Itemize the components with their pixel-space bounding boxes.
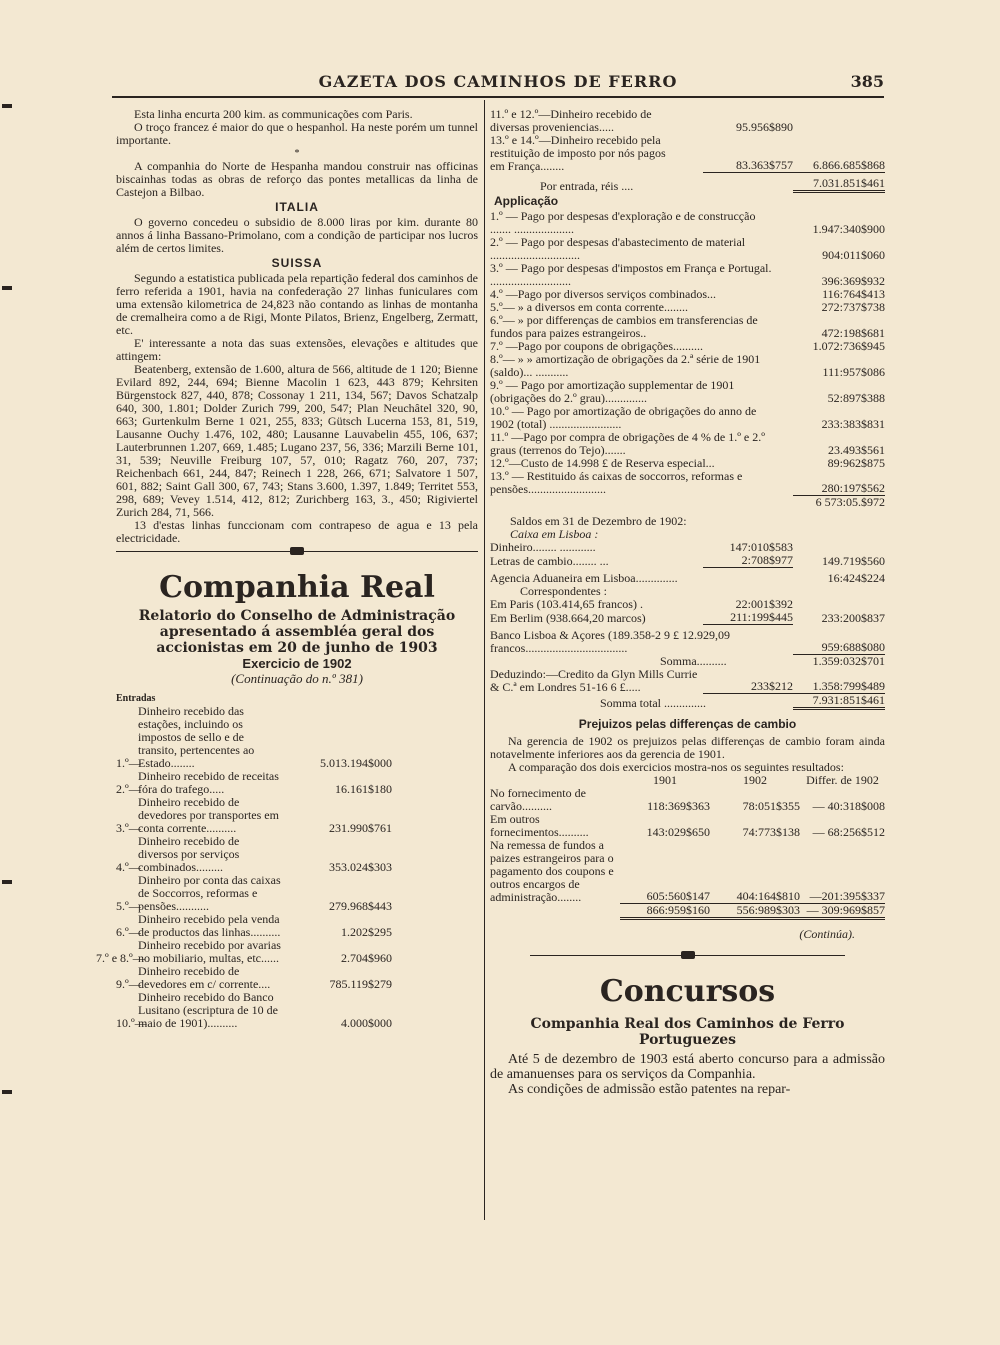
applicacao-label: 8.º— » » amortização de obrigações da 2.ª série de 1901 (saldo)... ........... (490, 352, 761, 379)
entrada-text: Dinheiro recebido pela venda de productos das linhas.......... (138, 912, 281, 939)
paragraph: O troço francez é maior do que o hespanhol. Ha neste porém um tunnel importante. (116, 120, 478, 147)
column-divider (484, 100, 485, 1220)
applicacao-row (490, 353, 885, 379)
table-cell: — 40:318$008 (812, 799, 885, 813)
applicacao-value: 280:197$562 (793, 482, 885, 496)
entrada-number: 5.º— (116, 899, 141, 913)
receipt-value: 95.956$890 (736, 120, 793, 134)
applicacao-label: 12.º—Custo de 14.998 £ de Reserva especial... (490, 456, 715, 470)
table-header: 1902 (743, 773, 767, 787)
paragraph: Até 5 de dezembro de 1903 está aberto concurso para a admissão de amanuenses para os serviços da Companhia. (490, 1052, 885, 1082)
applicacao-label: 4.º —Pago por diversos serviços combinados... (490, 287, 717, 301)
applicacao-row (490, 314, 885, 340)
paragraph: Esta linha encurta 200 kim. as communicações com Paris. (134, 107, 413, 121)
entrada-text: Dinheiro recebido do Banco Lusitano (escriptura de 10 de maio de 1901).......... (138, 990, 278, 1030)
table-cell: — 68:256$512 (812, 825, 885, 839)
entrada-row (116, 913, 478, 939)
entrada-row (116, 874, 478, 913)
page-number: 385 (850, 72, 884, 91)
receipt-row (490, 134, 885, 173)
paragraph: Segundo a estatistica publicada pela repartição federal dos caminhos de ferro referida a 1901, havia na confederação 27 linhas funiculares com uma extensão kilometrica de 24,823 não contando as linhas de montanha de cremalheira como a de Rigi, Monte Pilatos, Brienz, Engelberg, Zermatt, etc. (116, 271, 478, 337)
right-column (490, 108, 885, 1097)
paragraph: E' interessante a nota das suas extensões, elevações e altitudes que attingem: (116, 336, 478, 363)
entrada-value: 4.000$000 (341, 1016, 392, 1030)
entrada-value: 279.968$443 (329, 899, 392, 913)
saldos-heading: Saldos em 31 de Dezembro de 1902: (510, 514, 687, 528)
section-asterisk: * (294, 148, 300, 159)
paragraph: A companhia do Norte de Hespanha mandou construir nas officinas biscainhas todas as obras de reforço das pontes metallicas da linha de Castejon a Bilbao. (116, 159, 478, 199)
entrada-text: Dinheiro recebido de receitas fóra do trafego..... (138, 769, 279, 796)
ornamental-divider (116, 551, 478, 564)
saldo-row: Em Berlim (938.664,20 marcos) 211:199$445 233:200$837 (490, 610, 885, 625)
applicacao-value: 23.493$561 (828, 443, 885, 457)
page-header (112, 68, 884, 98)
applicacao-row (490, 262, 885, 288)
table-cell: 605:560$147 (620, 890, 710, 904)
paragraph: As condições de admissão estão patentes na repar- (508, 1082, 791, 1097)
concursos-subtitle: Companhia Real dos Caminhos de Ferro Portuguezes (530, 1016, 845, 1048)
applicacao-label: 7.º —Pago por coupons de obrigações.......... (490, 339, 704, 353)
applicacao-label: 1.º — Pago por despesas d'exploração e de construcção ....... .................... (490, 209, 756, 236)
entrada-number: 7.º e 8.º— (96, 951, 145, 965)
table-cell: 78:051$355 (742, 799, 800, 813)
paragraph: O governo concedeu o subsidio de 8.000 liras por kim. durante 80 annos á linha Bassano-Primolano, com a condição de participar nos lucros além de certos limites. (116, 215, 478, 255)
entradas-list (96, 704, 478, 1030)
table-row-label: Na remessa de fundos a paizes estrangeiros para o pagamento dos coupons e outros encargos de administração........ (490, 838, 614, 904)
saldo-row: Banco Lisboa & Açores (189.358-2 9 £ 12.929,09 francos.................................. 959:688$080 (490, 628, 885, 655)
receipt-subtotal: 6.866.685$868 (793, 159, 885, 173)
applicacao-value: 272:737$738 (821, 300, 885, 314)
entrada-value: 353.024$303 (329, 860, 392, 874)
entrada-text: Dinheiro recebido de devedores em c/ corrente.... (138, 964, 271, 991)
table-row-label: Em outros fornecimentos.......... (490, 812, 589, 839)
ornamental-divider (530, 955, 845, 968)
entrada-text: Dinheiro recebido de devedores por transportes em conta corrente.......... (138, 795, 279, 835)
table-cell: —201:395$337 (800, 890, 885, 904)
total-entrada-row: Por entrada, réis .... 7.031.851$461 (540, 176, 885, 193)
applicacao-row (490, 379, 885, 405)
prejuizos-heading: Prejuizos pelas differenças de cambio (578, 717, 797, 731)
saldo-row: Em Paris (103.414,65 francos) . 22:001$392 (490, 597, 793, 611)
caixa-label: Caixa em Lisboa : (510, 527, 599, 541)
deduzindo-row: Deduzindo:—Credito da Glyn Mills Currie & C.ª em Londres 51-16 6 £..... 233$212 1.358:799$489 (490, 667, 885, 694)
paragraph: 13 d'estas linhas funccionam com contrapeso de agua e 13 pela electricidade. (116, 518, 478, 545)
entrada-number: 9.º— (116, 977, 141, 991)
table-header: Differ. de 1902 (806, 773, 879, 787)
correspondentes-label: Correspondentes : (520, 584, 607, 598)
section-heading-suissa: SUISSA (271, 256, 323, 270)
left-column (96, 107, 478, 1030)
applicacao-total: 6 573:05.$972 (815, 495, 885, 509)
entrada-row (116, 796, 478, 835)
saldo-row: Dinheiro........ ............ 147:010$583 (490, 540, 793, 554)
entrada-value: 5.013.194$000 (320, 756, 392, 770)
entrada-row (116, 991, 478, 1030)
applicacao-row (490, 236, 885, 262)
applicacao-list (490, 210, 885, 496)
total-entrada-value: 7.031.851$461 (793, 177, 885, 193)
entrada-value: 231.990$761 (329, 821, 392, 835)
entrada-value: 785.119$279 (329, 977, 392, 991)
applicacao-row (490, 210, 885, 236)
table-cell: 74:773$138 (742, 825, 800, 839)
table-cell: 404:164$810 (710, 890, 800, 904)
entrada-value: 16.161$180 (335, 782, 392, 796)
entrada-row (116, 835, 478, 874)
entrada-number: 2.º— (116, 782, 141, 796)
receipt-row (490, 108, 885, 134)
applicacao-label: 10.º — Pago por amortização de obrigações do anno de 1902 (total) ........................ (490, 404, 757, 431)
receipt-label: 11.º e 12.º—Dinheiro recebido de diversas proveniencias..... (490, 107, 652, 134)
saldo-row: Letras de cambio........ ... 2:708$977 149.719$560 (490, 553, 885, 568)
applicacao-value: 89:962$875 (827, 456, 885, 470)
paragraph: A comparação dos dois exercicios mostra-nos os seguintes resultados: (508, 760, 844, 774)
applicacao-label: 13.º — Restituido ás caixas de soccorros, reformas e pensões.......................... (490, 469, 743, 496)
entrada-text: Dinheiro por conta das caixas de Soccorros, reformas e pensões........... (138, 873, 281, 913)
applicacao-value: 1.072:736$945 (812, 339, 885, 353)
continua-note: (Continúa). (799, 927, 855, 941)
receipts-continued (490, 108, 885, 173)
somma-row: Somma.......... 1.359:032$701 (660, 654, 885, 668)
applicacao-value: 472:198$681 (821, 326, 885, 340)
entrada-row (116, 705, 478, 770)
saldo-row: Agencia Aduaneira em Lisboa.............. 16:424$224 (490, 571, 885, 585)
entrada-number: 1.º— (116, 756, 141, 770)
receipt-value: 83.363$757 (703, 159, 793, 173)
applicacao-label: 3.º — Pago por despesas d'impostos em França e Portugal. ........................... (490, 261, 772, 288)
receipt-label: 13.º e 14.º—Dinheiro recebido pela restituição de imposto por nós pagos em França........ (490, 133, 666, 173)
entrada-row (116, 770, 478, 796)
section-heading-italia: ITALIA (275, 200, 319, 214)
applicacao-label: 11.º —Pago por compra de obrigações de 4 % de 1.º e 2.º graus (terrenos do Tejo)....... (490, 430, 765, 457)
applicacao-value: 111:957$086 (822, 365, 885, 379)
table-cell: 143:029$650 (646, 825, 710, 839)
applicacao-label: 6.º— » por differenças de cambios em transferencias de fundos para paizes estrangeiros.. (490, 313, 758, 340)
entrada-number: 10.º— (116, 1016, 147, 1030)
applicacao-label: 5.º— » a diversos em conta corrente........ (490, 300, 688, 314)
applicacao-row (490, 470, 885, 496)
entrada-text: Dinheiro recebido das estações, incluindo os impostos de sello e de transito, pertencentes ao Estado........ (138, 704, 255, 770)
entrada-row (116, 965, 478, 991)
table-total: — 309:969$857 (800, 904, 885, 920)
applicacao-value: 52:897$388 (827, 391, 885, 405)
applicacao-heading: Applicação (494, 194, 559, 208)
somma-total-row: Somma total .............. 7.931:851$461 (600, 693, 885, 710)
applicacao-total-row (490, 496, 885, 509)
applicacao-row (490, 405, 885, 431)
entrada-number: 3.º— (116, 821, 141, 835)
continuation-note: (Continuação do n.º 381) (231, 671, 363, 686)
entrada-text: Dinheiro recebido por avarias no mobiliario, multas, etc...... (138, 938, 281, 965)
comparison-table (490, 774, 885, 920)
applicacao-label: 2.º — Pago por despesas d'abastecimento de material .............................. (490, 235, 746, 262)
article-title: Companhia Real (159, 570, 435, 605)
applicacao-label: 9.º — Pago por amortização supplementar de 1901 (obrigações do 2.º grau).............. (490, 378, 735, 405)
entrada-value: 1.202$295 (341, 925, 392, 939)
table-total: 556:989$303 (710, 904, 800, 920)
table-total: 866:959$160 (620, 904, 710, 920)
paragraph: Beatenberg, extensão de 1.600, altura de 566, altitude de 1 120; Bienne Evilard 892, 244, 694; Bienne Macolin 1 623, 443 879; Kehrsiten Bürgenstock 827, 440, 878; Cossonay 1 211, 134, 567; Davos Schatzalp 640, 300, 1.801; Dolder Zurich 799, 200, 547; Plan Neuchâtel 320, 90, 663; Gurtenkulm Berne 1 021, 255, 833; Gütsch Lucerna 153, 81, 519, Lausanne Ouchy 1.476, 102, 480; Lausanne Lauvabelin 455, 106, 637; Lauterbrunnen 1.207, 669, 1.485; Lugano 237, 56, 336; Marzili Berne 101, 31, 539; Neuville Freiburg 107, 57, 010; Ragatz 760, 207, 737; Reichenbach 661, 244, 847; Reinech 1 228, 266, 671; Salvatore 1 507, 601, 882; Saint Gall 300, 67, 743; Stans 3.600, 1.397, 1.849; Territet 553, 298, 689; Vevey 1.514, 412, 812; Zurichberg 163, 3., 450; Rigiviertel Zurich 284, 71, 566. (116, 362, 478, 519)
entrada-number: 6.º— (116, 925, 141, 939)
table-row-label: No fornecimento de carvão.......... (490, 786, 586, 813)
entrada-value: 2.704$960 (341, 951, 392, 965)
exercise-year: Exercicio de 1902 (242, 656, 352, 671)
table-cell: 118:369$363 (647, 799, 710, 813)
applicacao-value: 1.947:340$900 (812, 222, 885, 236)
page-edge-marks (2, 0, 12, 1345)
entrada-text: Dinheiro recebido de diversos por serviços combinados......... (138, 834, 240, 874)
concursos-title: Concursos (599, 974, 776, 1009)
paragraph: Na gerencia de 1902 os prejuizos pelas differenças de cambio foram ainda notavelmente inferiores aos da gerencia de 1901. (490, 734, 885, 761)
table-header: 1901 (653, 773, 677, 787)
report-title: Relatorio do Conselho de Administração apresentado á assembléa geral dos accionistas em 20 de junho de 1903 (138, 608, 456, 656)
applicacao-row (490, 431, 885, 457)
applicacao-value: 233:383$831 (821, 417, 885, 431)
entrada-number: 4.º— (116, 860, 141, 874)
applicacao-value: 116:764$413 (822, 287, 885, 301)
applicacao-value: 904:011$060 (822, 248, 885, 262)
applicacao-value: 396:369$932 (821, 274, 885, 288)
entrada-row (96, 939, 478, 965)
entradas-heading: Entradas (116, 693, 156, 704)
journal-title: GAZETA DOS CAMINHOS DE FERRO (318, 72, 678, 91)
